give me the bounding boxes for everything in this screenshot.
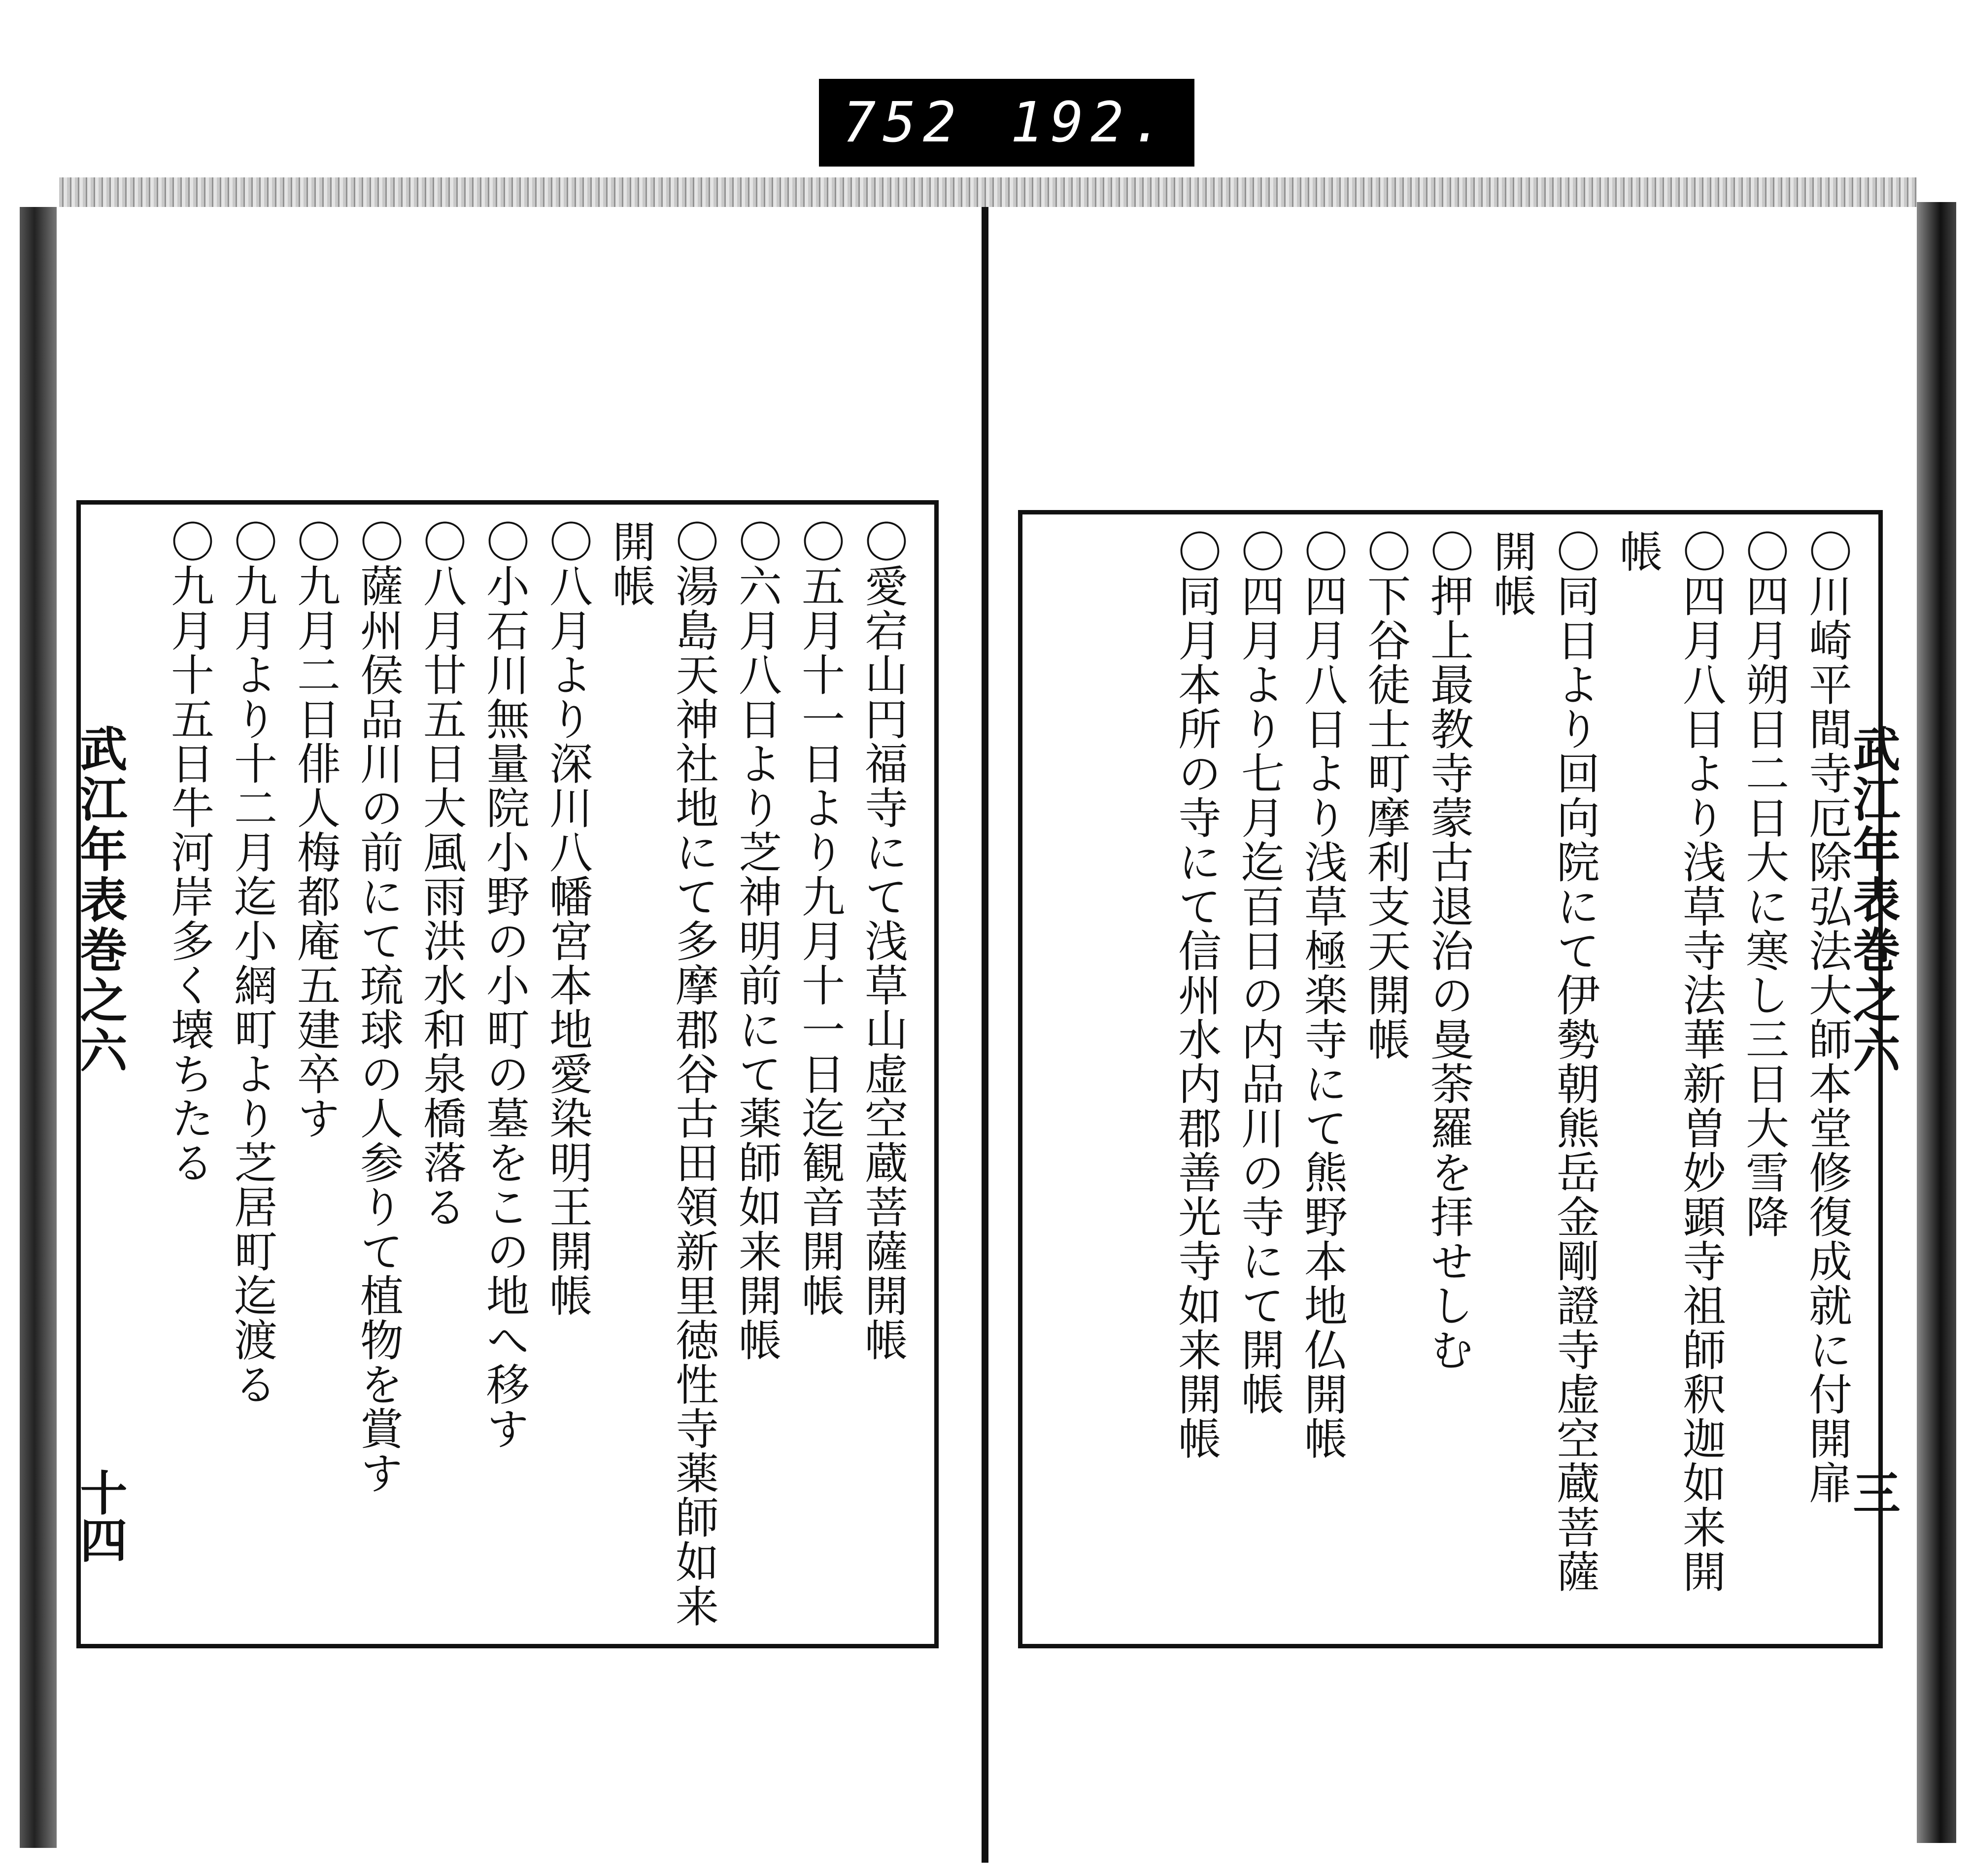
text-line: 〇八月より深川八幡宮本地愛染明王開帳 [543, 519, 593, 1318]
text-line: 〇九月十五日牛河岸多く壊ちたる [164, 519, 215, 1185]
left-text-frame [76, 500, 939, 1648]
text-line: 〇小石川無量院小野の小町の墓をこの地へ移す [479, 519, 530, 1451]
right-book-edge [1917, 202, 1956, 1843]
text-line: 〇四月より七月迄百日の内品川の寺にて開帳 [1234, 529, 1285, 1416]
text-line: 〇愛宕山円福寺にて浅草山虚空蔵菩薩開帳 [858, 519, 909, 1362]
book-gutter [982, 207, 988, 1863]
right-body-text [1042, 529, 1859, 1629]
text-line: 〇同日より回向院にて伊勢朝熊岳金剛證寺虚空蔵菩薩開帳 [1487, 529, 1600, 1594]
right-folio: 三 [1845, 1468, 1901, 1516]
text-line: 〇八月廿五日大風雨洪水和泉橋落る [416, 519, 467, 1229]
right-text-frame [1018, 510, 1883, 1648]
left-folio: 十四 [72, 1468, 128, 1563]
text-line: 〇薩州侯品川の前にて琉球の人参りて植物を賞す [353, 519, 404, 1495]
right-margin-title: 武江年表巻之六 [1845, 724, 1901, 1076]
text-line: 〇同月本所の寺にて信州水内郡善光寺如来開帳 [1171, 529, 1222, 1461]
call-number-label [819, 79, 1194, 167]
text-line: 〇五月十一日より九月十一日迄観音開帳 [795, 519, 846, 1318]
text-line: 〇九月二日俳人梅都庵五建卒す [290, 519, 341, 1140]
text-line: 〇四月朔日二日大に寒し三日大雪降 [1739, 529, 1790, 1239]
text-line: 〇九月より十二月迄小網町より芝居町迄渡る [227, 519, 278, 1406]
left-margin-title: 武江年表巻之六 [72, 724, 128, 1076]
text-line: 〇押上最教寺蒙古退治の曼荼羅を拝せしむ [1424, 529, 1474, 1372]
text-line: 〇六月八日より芝神明前にて薬師如来開帳 [732, 519, 782, 1362]
text-line: 〇川崎平間寺厄除弘法大師本堂修復成就に付開扉 [1802, 529, 1853, 1505]
left-page [57, 207, 982, 1863]
open-book [20, 177, 1956, 1873]
text-line: 〇下谷徒士町摩利支天開帳 [1360, 529, 1411, 1061]
left-book-edge [20, 207, 57, 1848]
text-line: 〇四月八日より浅草極楽寺にて熊野本地仏開帳 [1297, 529, 1348, 1461]
left-body-text [101, 519, 915, 1629]
call-number-left: 752 [842, 91, 963, 155]
text-line: 〇湯島天神社地にて多摩郡谷古田領新里徳性寺薬師如来開帳 [606, 519, 719, 1628]
call-number-right: 192. [1010, 91, 1171, 155]
right-page [988, 207, 1917, 1863]
text-line: 〇四月八日より浅草寺法華新曽妙顕寺祖師釈迦如来開帳 [1613, 529, 1727, 1594]
